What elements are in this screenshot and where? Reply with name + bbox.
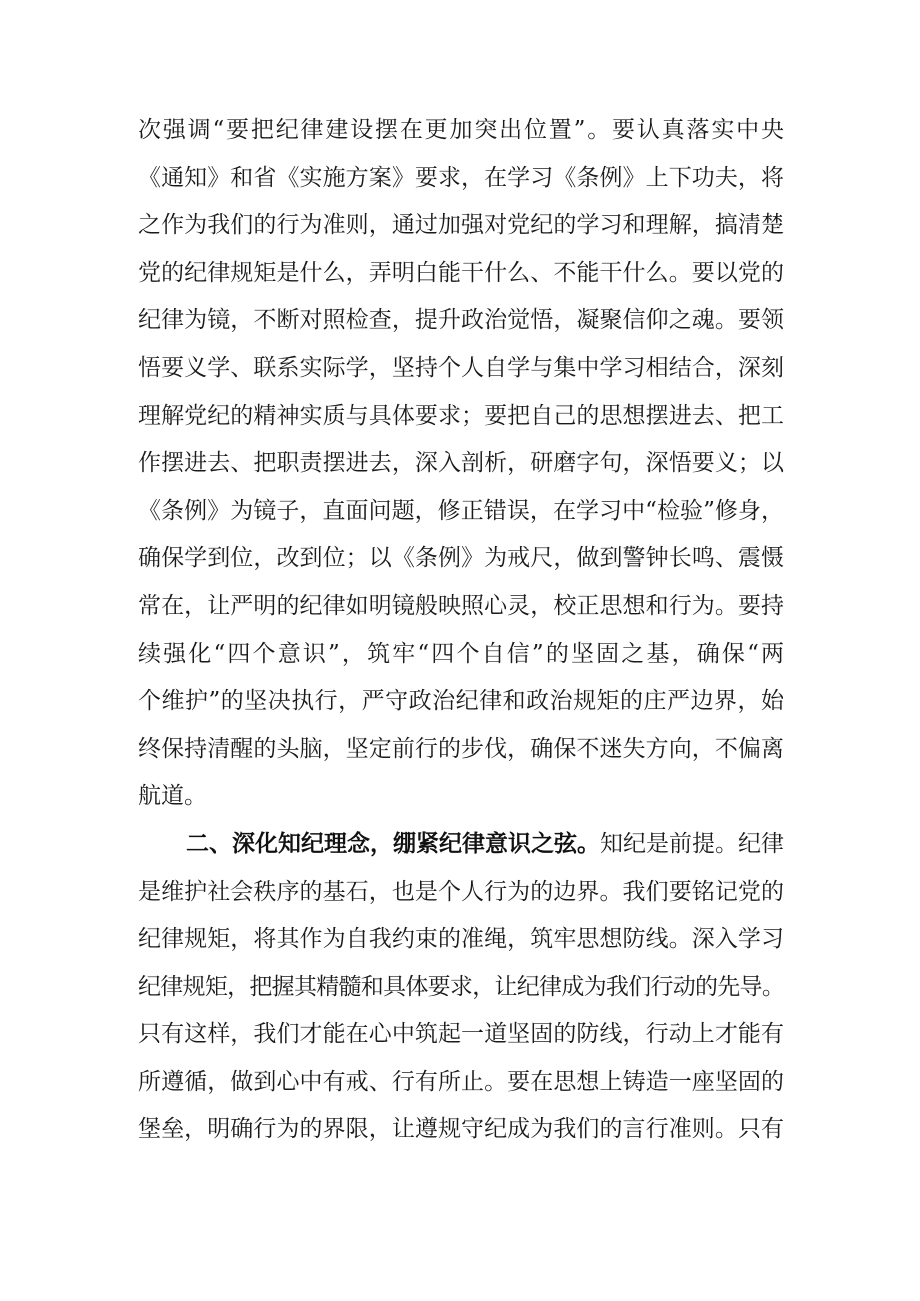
text-line: 续强化“四个意识”，筑牢“四个自信”的坚固之基，确保“两	[138, 640, 784, 667]
text-line: 纪律为镜，不断对照检查，提升政治觉悟，凝聚信仰之魂。要领	[138, 307, 784, 334]
text-line: 悟要义学、联系实际学，坚持个人自学与集中学习相结合，深刻	[138, 354, 784, 381]
paragraph-1	[138, 107, 784, 821]
section-heading: 二、深化知纪理念，绷紧纪律意识之弦。	[186, 830, 600, 857]
text-line: 航道。	[138, 783, 207, 810]
text-line: 终保持清醒的头脑，坚定前行的步伐，确保不迷失方向，不偏离	[138, 735, 784, 762]
text-line: 作摆进去、把职责摆进去，深入剖析，研磨字句，深悟要义；以	[138, 450, 784, 477]
text-line: 堡垒，明确行为的界限，让遵规守纪成为我们的言行准则。只有	[138, 1116, 784, 1143]
text-line: 《条例》为镜子，直面问题，修正错误，在学习中“检验”修身，	[138, 497, 784, 524]
text-line: 《通知》和省《实施方案》要求，在学习《条例》上下功夫，将	[138, 164, 784, 191]
text-line: 纪律规矩，把握其精髓和具体要求，让纪律成为我们行动的先导。	[138, 973, 785, 1000]
text-line: 纪律规矩，将其作为自我约束的准绳，筑牢思想防线。深入学习	[138, 926, 784, 953]
text-line: 个维护”的坚决执行，严守政治纪律和政治规矩的庄严边界，始	[138, 688, 784, 715]
document-body	[138, 107, 784, 1154]
text-line: 只有这样，我们才能在心中筑起一道坚固的防线，行动上才能有	[138, 1021, 784, 1048]
heading-line-text: 知纪是前提。纪律	[600, 830, 784, 857]
text-line: 是维护社会秩序的基石，也是个人行为的边界。我们要铭记党的	[138, 878, 784, 905]
text-line: 之作为我们的行为准则，通过加强对党纪的学习和理解，搞清楚	[138, 212, 784, 239]
text-line: 所遵循，做到心中有戒、行有所止。要在思想上铸造一座坚固的	[138, 1068, 784, 1095]
paragraph-first-line	[138, 821, 784, 869]
text-line: 党的纪律规矩是什么，弄明白能干什么、不能干什么。要以党的	[138, 259, 784, 286]
text-line: 确保学到位，改到位；以《条例》为戒尺，做到警钟长鸣、震慑	[138, 545, 784, 572]
text-line: 理解党纪的精神实质与具体要求；要把自己的思想摆进去、把工	[138, 402, 784, 429]
paragraph-2	[138, 821, 784, 1154]
text-line: 常在，让严明的纪律如明镜般映照心灵，校正思想和行为。要持	[138, 592, 784, 619]
text-line: 次强调“要把纪律建设摆在更加突出位置”。要认真落实中央	[138, 117, 784, 143]
